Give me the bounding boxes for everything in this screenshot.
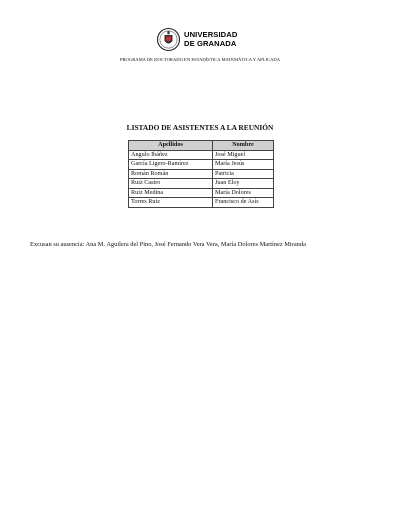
surname-cell: García Ligero-Ramírez bbox=[129, 160, 213, 170]
name-cell: Francisco de Asís bbox=[213, 198, 274, 208]
table-row bbox=[129, 169, 274, 179]
logo-line-2: DE GRANADA bbox=[184, 39, 237, 48]
surname-cell: Román Román bbox=[129, 169, 213, 179]
excused-absences: Excusan su ausencia: Ana M. Aguilera del Pino, José Fernando Vera Vera, María Dolores Martínez Miranda bbox=[30, 241, 306, 248]
name-cell: Juan Eloy bbox=[213, 179, 274, 189]
surname-cell: Ruiz Castro bbox=[129, 179, 213, 189]
program-name: PROGRAMA DE DOCTORADO EN ESTADÍSTICA MATEMÁTICA Y APLICADA bbox=[119, 57, 281, 62]
name-cell: Patricia bbox=[213, 169, 274, 179]
table-row bbox=[129, 198, 274, 208]
university-name bbox=[184, 30, 237, 48]
table-row bbox=[129, 188, 274, 198]
attendees-table bbox=[128, 140, 274, 208]
column-header-apellidos: Apellidos bbox=[129, 141, 213, 151]
university-logo bbox=[157, 27, 251, 53]
page-title: LISTADO DE ASISTENTES A LA REUNIÓN bbox=[126, 123, 274, 132]
university-seal-icon bbox=[157, 27, 180, 52]
table-header-row bbox=[129, 141, 274, 151]
table-row bbox=[129, 160, 274, 170]
table-row bbox=[129, 179, 274, 189]
surname-cell: Torres Ruiz bbox=[129, 198, 213, 208]
surname-cell: Angulo Ibáñez bbox=[129, 150, 213, 160]
name-cell: José Miguel bbox=[213, 150, 274, 160]
name-cell: María Dolores bbox=[213, 188, 274, 198]
surname-cell: Ruiz Medina bbox=[129, 188, 213, 198]
name-cell: María Jesús bbox=[213, 160, 274, 170]
logo-line-1: UNIVERSIDAD bbox=[184, 30, 238, 39]
column-header-nombre: Nombre bbox=[213, 141, 274, 151]
table-row bbox=[129, 150, 274, 160]
